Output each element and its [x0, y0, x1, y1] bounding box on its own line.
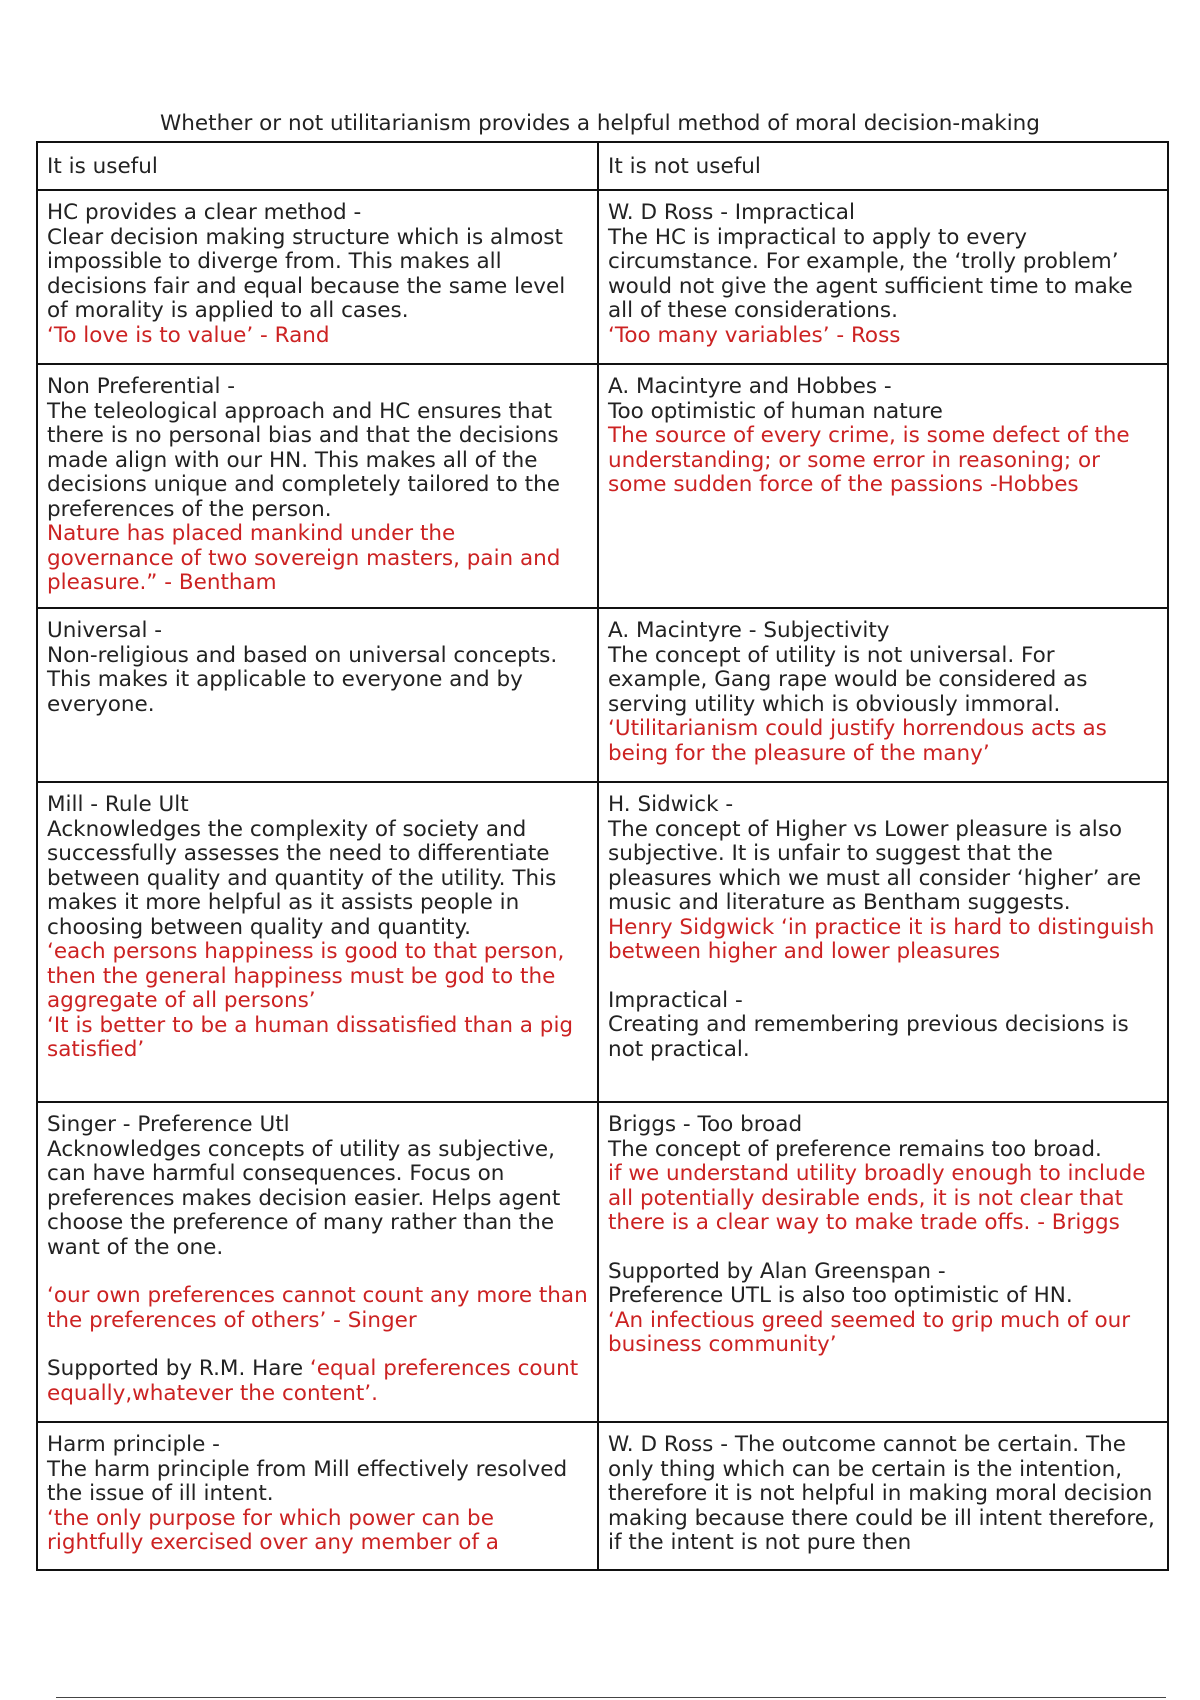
cell-heading: Briggs - Too broad: [608, 1112, 803, 1137]
cell-quote: ‘Too many variables’ - Ross: [608, 322, 901, 348]
cell-quote: ‘Utilitarianism could justify horrendous acts as being for the pleasure of the many’: [608, 716, 1107, 766]
table-header-row: [37, 142, 1168, 190]
cell-quote: ‘each persons happiness is good to that person, then the general happiness must be god to the aggregate of all persons’: [47, 939, 565, 1013]
table-row: [37, 190, 1168, 364]
cell-quote: ‘It is better to be a human dissatisfied than a pig satisfied’: [47, 1012, 574, 1062]
cell-heading: HC provides a clear method -: [47, 200, 362, 225]
table-cell: [598, 782, 1168, 1102]
cell-body: The concept of utility is not universal. For example, Gang rape would be considered as serving utility which is obviously immoral.: [608, 642, 1088, 717]
cell-quote: ‘our own preferences cannot count any more than the preferences of others’ - Singer: [47, 1283, 588, 1333]
table-cell: [598, 190, 1168, 364]
cell-heading: Harm principle -: [47, 1432, 220, 1457]
cell-body: Clear decision making structure which is almost impossible to diverge from. This makes all decisions fair and equal because the same level of morality is applied to all cases.: [47, 224, 566, 323]
support-prefix: Supported by R.M. Hare: [47, 1356, 310, 1381]
cell-quote: ‘To love is to value’ - Rand: [47, 322, 330, 348]
cell-body: Non-religious and based on universal concepts. This makes it applicable to everyone and by everyone.: [47, 642, 558, 717]
support-quote: ‘equal preferences count equally,whatever the content’.: [47, 1356, 579, 1406]
cell-body: Creating and remembering previous decisions is not practical.: [608, 1012, 1129, 1062]
cell-heading: W. D Ross -: [608, 1432, 728, 1457]
cell-quote: ‘the only purpose for which power can be rightfully exercised over any member of a: [47, 1505, 499, 1555]
cell-heading: H. Sidwick -: [608, 792, 734, 817]
header-useful: It is useful: [37, 142, 598, 190]
cell-body: The teleological approach and HC ensures that there is no personal bias and that the decisions made align with our HN. This makes all of the decisions unique and completely tailored to the preferences of the person.: [47, 398, 560, 522]
table-row: [37, 1422, 1168, 1570]
cell-text: [608, 1433, 1158, 1556]
cell-body: Acknowledges concepts of utility as subjective, can have harmful consequences. Focus on preferences makes decision easier. Helps agent choose the preference of many rather than the want of the one.: [47, 1136, 561, 1260]
table-cell: [37, 782, 598, 1102]
cell-heading: A. Macintyre - Subjectivity: [608, 618, 890, 643]
cell-heading: Supported by Alan Greenspan -: [608, 1258, 946, 1284]
table-row: [37, 364, 1168, 608]
footer-divider: [56, 1697, 1166, 1698]
cell-heading: Impractical -: [608, 987, 743, 1013]
cell-quote: Nature has placed mankind under the governance of two sovereign masters, pain and pleasure.” - Bentham: [47, 521, 561, 595]
cell-body: The HC is impractical to apply to every circumstance. For example, the ‘trolly problem’ would not give the agent sufficient time to make all of these considerations.: [608, 224, 1133, 323]
cell-heading: W. D Ross - Impractical: [608, 200, 855, 225]
table-cell: [598, 1422, 1168, 1570]
table-cell: [598, 1102, 1168, 1422]
cell-heading: Universal -: [47, 618, 163, 643]
cell-body: The outcome cannot be certain. The only thing which can be certain is the intention, therefore it is not helpful in making moral decision making because there could be ill intent therefore, if the intent is not pure then: [608, 1432, 1155, 1555]
cell-body: Preference UTL is also too optimistic of HN.: [608, 1283, 1073, 1308]
table-row: [37, 608, 1168, 782]
table-cell: [37, 608, 598, 782]
cell-body: The harm principle from Mill effectively resolved the issue of ill intent.: [47, 1456, 568, 1506]
table-cell: [37, 1102, 598, 1422]
header-not-useful: It is not useful: [598, 142, 1168, 190]
cell-heading: Mill - Rule Ult: [47, 792, 189, 817]
page-title: Whether or not utilitarianism provides a helpful method of moral decision-making: [160, 111, 1040, 136]
table-cell: [37, 1422, 598, 1570]
cell-heading: Singer - Preference Utl: [47, 1112, 290, 1137]
table-cell: [37, 364, 598, 608]
cell-heading: A. Macintyre and Hobbes -: [608, 374, 892, 399]
cell-quote: ‘An infectious greed seemed to grip much of our business community’: [608, 1307, 1131, 1357]
cell-body: Acknowledges the complexity of society and successfully assesses the need to differentiate between quality and quantity of the utility. This makes it more helpful as it assists people in choosing between quality and quantity.: [47, 816, 557, 940]
table-row: [37, 1102, 1168, 1422]
table-row: [37, 782, 1168, 1102]
cell-body: Too optimistic of human nature: [608, 398, 943, 424]
cell-heading: Non Preferential -: [47, 374, 236, 399]
table-cell: [598, 608, 1168, 782]
table-cell: [598, 364, 1168, 608]
cell-body: The concept of Higher vs Lower pleasure is also subjective. It is unfair to suggest that the pleasures which we must all consider ‘higher’ are music and literature as Bentham suggests.: [608, 816, 1142, 915]
cell-body: The concept of preference remains too broad.: [608, 1136, 1102, 1162]
comparison-table: [36, 141, 1169, 1571]
cell-quote: Henry Sidgwick ‘in practice it is hard to distinguish between higher and lower pleasures: [608, 914, 1155, 964]
cell-quote: The source of every crime, is some defect of the understanding; or some error in reasoning; or some sudden force of the passions -Hobbes: [608, 423, 1130, 497]
table-cell: [37, 190, 598, 364]
cell-support: [47, 1357, 588, 1406]
cell-quote: if we understand utility broadly enough to include all potentially desirable ends, it is not clear that there is a clear way to make trade offs. - Briggs: [608, 1161, 1146, 1235]
